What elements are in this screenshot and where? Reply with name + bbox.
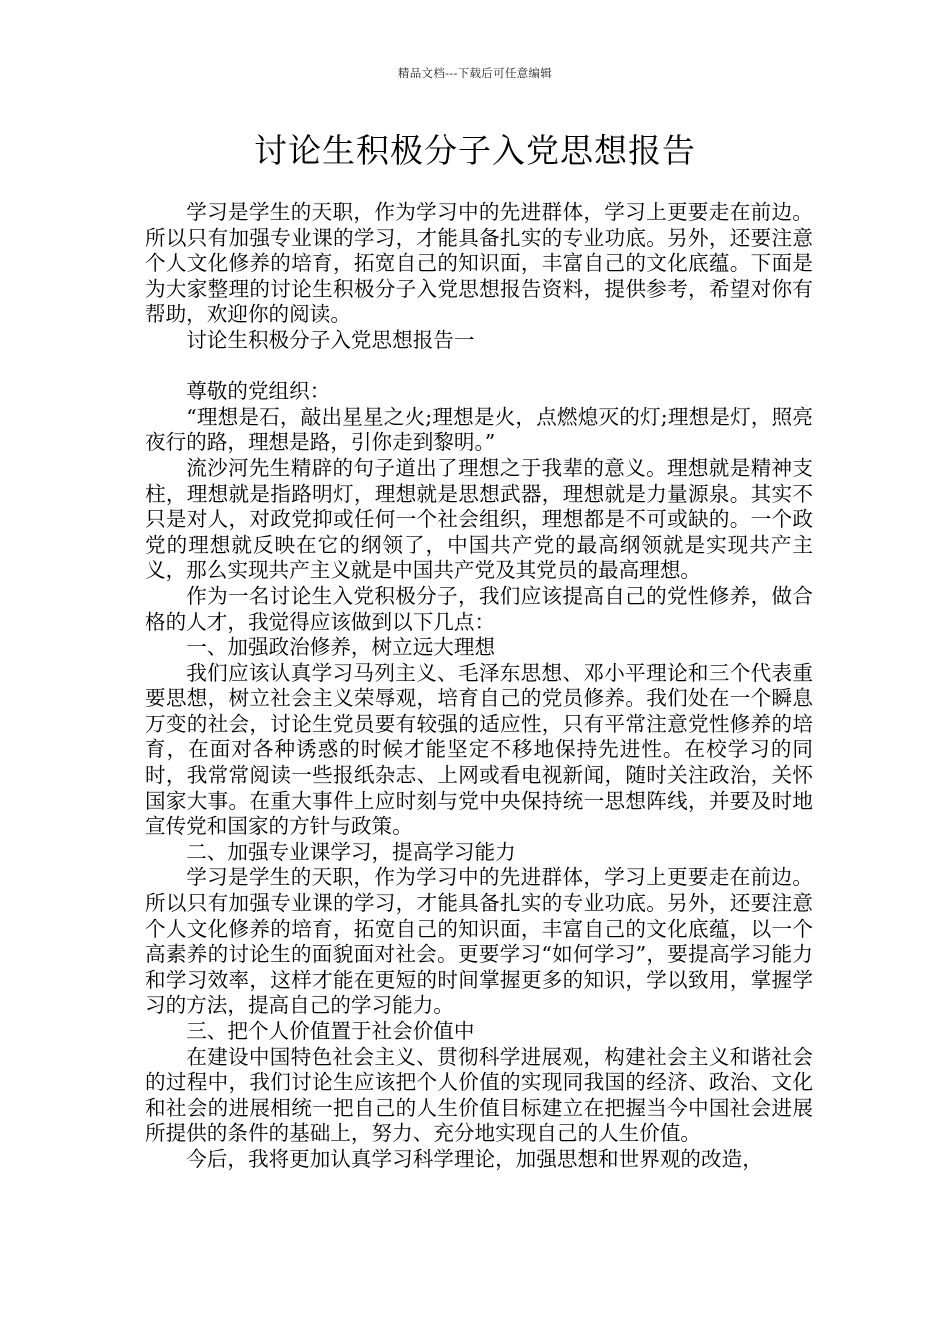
paragraph-report-title: 讨论生积极分子入党思想报告一 [186,327,475,352]
section-heading-3: 三、把个人价值置于社会价值中 [186,1019,475,1043]
paragraph-quote: “理想是石，敲出星星之火;理想是火，点燃熄灭的灯;理想是灯，照亮夜行的路，理想是路，引你走到黎明。” [145,404,813,455]
paragraph-section-2: 学习是学生的天职，作为学习中的先进群体，学习上更要走在前边。所以只有加强专业课的学习，才能具备扎实的专业功底。另外，还要注意个人文化修养的培育，拓宽自己的知识面，丰富自己的文化底蕴，以一个高素养的讨论生的面貌面对社会。更要学习“如何学习”，要提高学习能力和学习效率，这样才能在更短的时间掌握更多的知识，学以致用，掌握学习的方法，提高自己的学习能力。 [145,865,813,1018]
paragraph-section-1: 我们应该认真学习马列主义、毛泽东思想、邓小平理论和三个代表重要思想，树立社会主义荣辱观，培育自己的党员修养。我们处在一个瞬息万变的社会，讨论生党员要有较强的适应性，只有平常注意党性修养的培育，在面对各种诱惑的时候才能坚定不移地保持先进性。在校学习的同时，我常常阅读一些报纸杂志、上网或看电视新闻，随时关注政治，关怀国家大事。在重大事件上应时刻与党中央保持统一思想阵线，并要及时地宣传党和国家的方针与政策。 [145,660,813,839]
section-heading-1: 一、加强政治修养，树立远大理想 [186,635,496,660]
blank-line [145,354,813,380]
paragraph-section-3: 在建设中国特色社会主义、贯彻科学进展观，构建社会主义和谐社会的过程中，我们讨论生应该把个人价值的实现同我国的经济、政治、文化和社会的进展相统一把自己的人生价值目标建立在把握当今中国社会进展所提供的条件的基础上，努力、充分地实现自己的人生价值。 [145,1044,813,1146]
section-heading-2: 二、加强专业课学习，提高学习能力 [186,839,516,864]
paragraph-intro: 学习是学生的天职，作为学习中的先进群体，学习上更要走在前边。所以只有加强专业课的学习，才能具备扎实的专业功底。另外，还要注意个人文化修养的培育，拓宽自己的知识面，丰富自己的文化底蕴。下面是为大家整理的讨论生积极分子入党思想报告资料，提供参考，希望对你有帮助，欢迎你的阅读。 [145,200,813,327]
document-title: 讨论生积极分子入党思想报告 [254,131,696,170]
paragraph-closing: 今后，我将更加认真学习科学理论，加强思想和世界观的改造， [186,1146,763,1171]
paragraph-points-intro: 作为一名讨论生入党积极分子，我们应该提高自己的党性修养，做合格的人才，我觉得应该做到以下几点： [145,583,813,634]
header-note: 精品文档---下载后可任意编辑 [397,66,553,80]
paragraph-salutation: 尊敬的党组织： [186,379,331,404]
document-body [145,200,813,1173]
paragraph-ideal: 流沙河先生精辟的句子道出了理想之于我辈的意义。理想就是精神支柱，理想就是指路明灯，理想就是思想武器，理想就是力量源泉。其实不只是对人，对政党抑或任何一个社会组织，理想都是不可或缺的。一个政党的理想就反映在它的纲领了，中国共产党的最高纲领就是实现共产主义，那么实现共产主义就是中国共产党及其党员的最高理想。 [145,455,813,583]
